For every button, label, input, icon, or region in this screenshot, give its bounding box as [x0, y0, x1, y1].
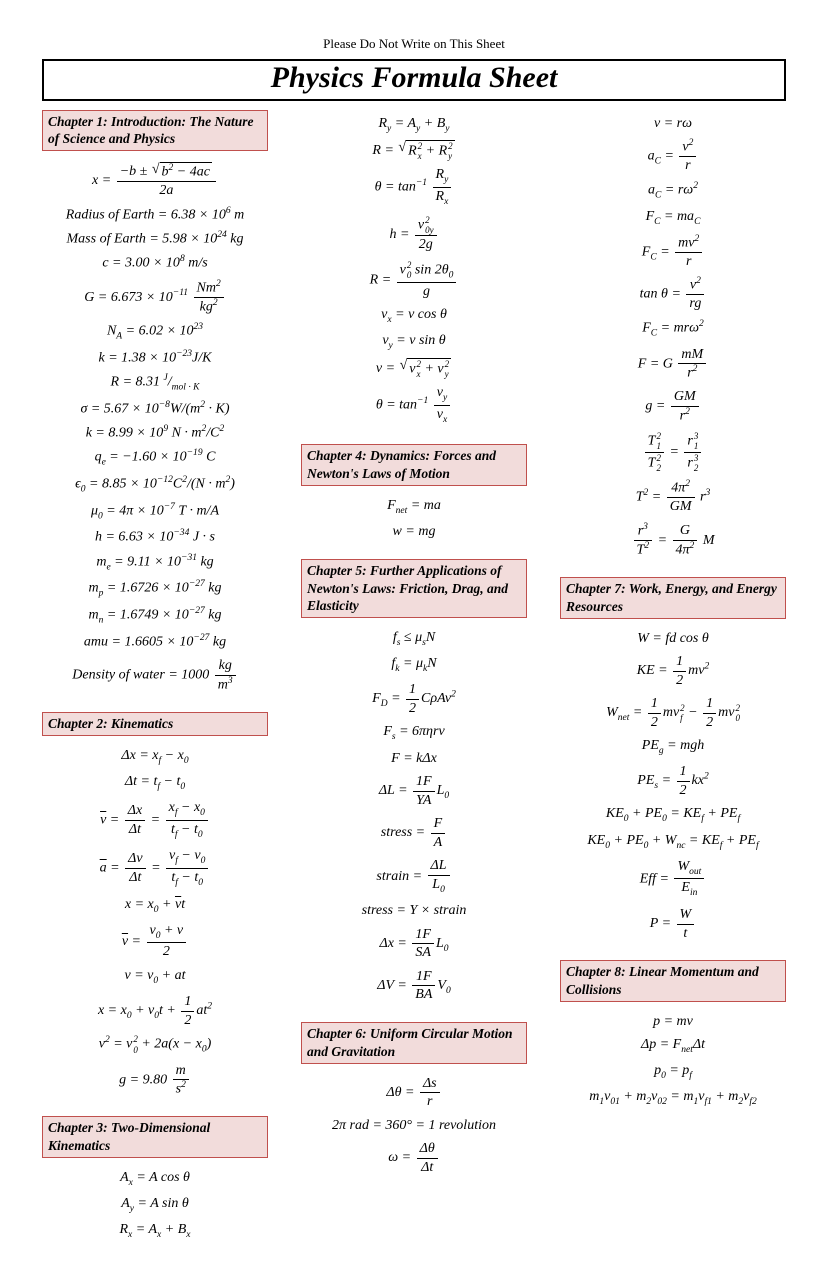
chapter-heading: Chapter 7: Work, Energy, and Energy Resources — [560, 577, 786, 619]
formula: $KE_0 + PE_0 = KE_f + PE_f$ — [605, 806, 741, 825]
formula: tan θ = $\frac{v^2}{rg}$ — [560, 275, 786, 314]
chapter-heading: Chapter 1: Introduction: The Nature of Science and Physics — [42, 110, 268, 152]
formula: $\frac{r^3}{T^2}$ = $\frac{G}{4\pi^2}$ M — [560, 521, 786, 560]
chapter-heading: Chapter 8: Linear Momentum and Collisions — [560, 960, 786, 1002]
formula-group — [301, 628, 527, 1005]
page-title: Physics Formula Sheet — [270, 61, 558, 94]
formula: ΔL = $\frac{1F}{YA}$ $L_0$ — [378, 774, 450, 808]
formula: Eff = $\frac{W_{out}}{E_{in}}$ — [560, 857, 786, 901]
formula: R = v 2 0 $\sin 2\theta_0$ g — [301, 259, 527, 302]
formula: $p_0 = p_f$ — [654, 1063, 692, 1082]
formula: $W_{net}$ = $\frac{1}{2}$ mv 2 f − $\frac{1}{2}$ mv 2 0 — [606, 696, 740, 730]
do-not-write-notice: Please Do Not Write on This Sheet — [323, 36, 505, 51]
formula: stress = Y × strain — [361, 903, 467, 919]
formula: $v_x = v$ cos θ — [381, 307, 447, 326]
formula: ω = $\frac{\Delta\theta}{\Delta t}$ — [301, 1139, 527, 1177]
formula: $v^2 = v$ 2 0 + $2a(x - x_0)$ — [98, 1034, 212, 1055]
formula-group — [560, 114, 786, 561]
formula: P = $\frac{W}{t}$ — [560, 905, 786, 943]
formula: $PE_g$ = mgh — [641, 738, 705, 757]
formula: $m_n = 1.6749 \times 10^{-27}$ kg — [88, 606, 222, 626]
formula: $\overline{a}$ = $\frac{\Delta v}{\Delta t}$ = $\frac{v_f - v_0}{t_f - t_0}$ — [42, 846, 268, 890]
formula: $\Delta t = t_f - t_0$ — [124, 773, 186, 792]
chapter-heading: Chapter 2: Kinematics — [42, 712, 268, 736]
formula: p = mv — [653, 1013, 693, 1029]
formula: $f_s \le \mu_sN$ — [392, 630, 436, 649]
formula: stress = $\frac{F}{A}$ — [301, 814, 527, 852]
formula: Δx = $\frac{1F}{SA}$ $L_0$ — [379, 926, 449, 961]
formula: $\sigma = 5.67 \times 10^{-8}W/(m^2 \cdot K)$ — [80, 399, 230, 417]
chapter-heading: Chapter 6: Uniform Circular Motion and Gravitation — [301, 1022, 527, 1064]
formula: Radius of Earth = $6.38 \times 10^6$ m — [65, 205, 245, 223]
formula: $k = 8.99 \times 10^9$ $N \cdot m^2/C^2$ — [85, 423, 225, 441]
formula: $a_C$ = $\frac{v^2}{r}$ — [560, 137, 786, 176]
formula: T 2 1 T 2 2 = r 3 1 r 3 2 — [560, 430, 786, 474]
formula: F = kΔx — [391, 750, 437, 766]
formula: $m_1v_{01} + m_2v_{02} = m_1v_{f1} + m_2v_{f2}$ — [589, 1089, 757, 1108]
formula: x = −b ± √ $b^2 - 4ac$ 2a — [42, 161, 268, 201]
formula: Mass of Earth = $5.98 \times 10^{24}$ kg — [66, 230, 244, 247]
formula: $\overline{v}$ = $\frac{\Delta x}{\Delta t}$ = $\frac{x_f - x_0}{t_f - t_0}$ — [42, 798, 268, 842]
formula: $c = 3.00 \times 10^8$ m/s — [102, 254, 208, 271]
formula: $F_C = ma_C$ — [645, 208, 701, 227]
formula: KE = $\frac{1}{2}$ $mv^2$ — [636, 654, 710, 688]
formula: Density of water = 1000 $\frac{kg}{m^3}$ — [42, 656, 268, 695]
formula: $\overline{v}$ = $\frac{v_0 + v}{2}$ — [42, 921, 268, 962]
formula-group — [42, 746, 268, 1100]
formula: W = fd cos θ — [637, 630, 709, 646]
formula: $q_e = -1.60 \times 10^{-19}$ C — [94, 448, 216, 468]
formula: $A_x = A$ cos θ — [120, 1170, 190, 1188]
column-3 — [560, 110, 786, 1247]
formula-group — [560, 1012, 786, 1110]
formula: $R_y = A_y + B_y$ — [378, 115, 450, 134]
formula: 2π rad = 360° = 1 revolution — [332, 1117, 496, 1133]
formula: $h = 6.63 \times 10^{-34}$ J · s — [94, 528, 215, 546]
formula: strain = $\frac{\Delta L}{L_0}$ — [301, 856, 527, 897]
formula: $F_s = 6\pi\eta rv$ — [383, 724, 445, 743]
formula: R = 8.31 $^J/_{mol \cdot K}$ — [110, 372, 200, 393]
formula: $v_y = v$ sin θ — [382, 333, 446, 352]
formula: $a_C = r\omega^2$ — [648, 180, 698, 201]
formula-group — [42, 1168, 268, 1242]
title-box — [42, 59, 786, 101]
formula: v = rω — [654, 115, 692, 131]
formula: $m_e = 9.11 \times 10^{-31}$ kg — [96, 552, 214, 573]
formula: g = 9.80 $\frac{m}{s^2}$ — [42, 1061, 268, 1100]
formula-group — [301, 114, 527, 428]
formula: $G = 6.673 \times 10^{-11}$ $\frac{Nm^2}{kg^2}$ — [42, 278, 268, 317]
formula: $A_y = A$ sin θ — [121, 1196, 189, 1215]
formula: $k = 1.38 \times 10^{-23}J/K$ — [98, 348, 212, 366]
formula: $v = v_0$ + at — [124, 967, 186, 986]
formula: $\theta = \tan^{-1}$ $\frac{v_y}{v_x}$ — [301, 383, 527, 427]
formula: $\mu_0 = 4\pi \times 10^{-7}$ T · m/A — [91, 501, 219, 522]
formula: F = G $\frac{mM}{r^2}$ — [560, 345, 786, 384]
formula: $\theta = \tan^{-1}$ $\frac{R_y}{R_x}$ — [301, 165, 527, 209]
formula: $F_{net}$ = ma — [387, 498, 441, 516]
chapter-heading: Chapter 4: Dynamics: Forces and Newton's Laws of Motion — [301, 444, 527, 486]
formula-group — [42, 161, 268, 695]
formula: $\Delta x = x_f - x_0$ — [121, 747, 189, 766]
formula: Δθ = $\frac{\Delta s}{r}$ — [301, 1074, 527, 1112]
formula: R = √ R 2 x + R 2 y — [372, 139, 453, 161]
column-2 — [301, 110, 527, 1247]
formula: $F_C$ = $\frac{mv^2}{r}$ — [560, 233, 786, 272]
chapter-heading: Chapter 3: Two-Dimensional Kinematics — [42, 1116, 268, 1158]
chapter-heading: Chapter 5: Further Applications of Newton's Laws: Friction, Drag, and Elasticity — [301, 559, 527, 618]
formula: v = √ v 2 x + v 2 y — [375, 357, 450, 379]
formula: $f_k = \mu_kN$ — [391, 656, 437, 675]
formula: $N_A = 6.02 \times 10^{23}$ — [106, 321, 204, 342]
formula: $PE_s$ = $\frac{1}{2}$ $kx^2$ — [637, 764, 709, 798]
formula: $x = x_0 + v_0t$ + $\frac{1}{2}$ $at^2$ — [97, 994, 213, 1028]
formula-group — [560, 629, 786, 943]
formula: $\Delta p = F_{net}\Delta t$ — [641, 1037, 705, 1056]
formula: $\epsilon_0 = 8.85 \times 10^{-12}C^2/(N \cdot m^2)$ — [75, 474, 235, 495]
formula: w = mg — [392, 524, 436, 540]
formula-group — [301, 496, 527, 542]
formula-group — [301, 1074, 527, 1178]
formula: $F_D$ = $\frac{1}{2}$ CρAv$^2$ — [372, 682, 456, 716]
formula: $T^2$ = $\frac{4\pi^2}{GM}$ $r^3$ — [635, 479, 711, 515]
formula: $F_C = mr\omega^2$ — [642, 318, 704, 339]
formula: $R_x = A_x + B_x$ — [119, 1222, 191, 1241]
columns-container — [42, 110, 786, 1247]
formula: g = $\frac{GM}{r^2}$ — [560, 387, 786, 426]
column-1 — [42, 110, 268, 1247]
formula: h = v 2 0y 2g — [301, 214, 527, 255]
formula: ΔV = $\frac{1F}{BA}$ $V_0$ — [377, 968, 451, 1003]
formula: $m_p = 1.6726 \times 10^{-27}$ kg — [88, 579, 222, 599]
formula: $KE_0 + PE_0 + W_{nc} = KE_f + PE_f$ — [587, 832, 759, 851]
formula: amu = $1.6605 \times 10^{-27}$ kg — [83, 632, 227, 650]
formula: $x = x_0 + \overline{v}t$ — [124, 896, 186, 915]
